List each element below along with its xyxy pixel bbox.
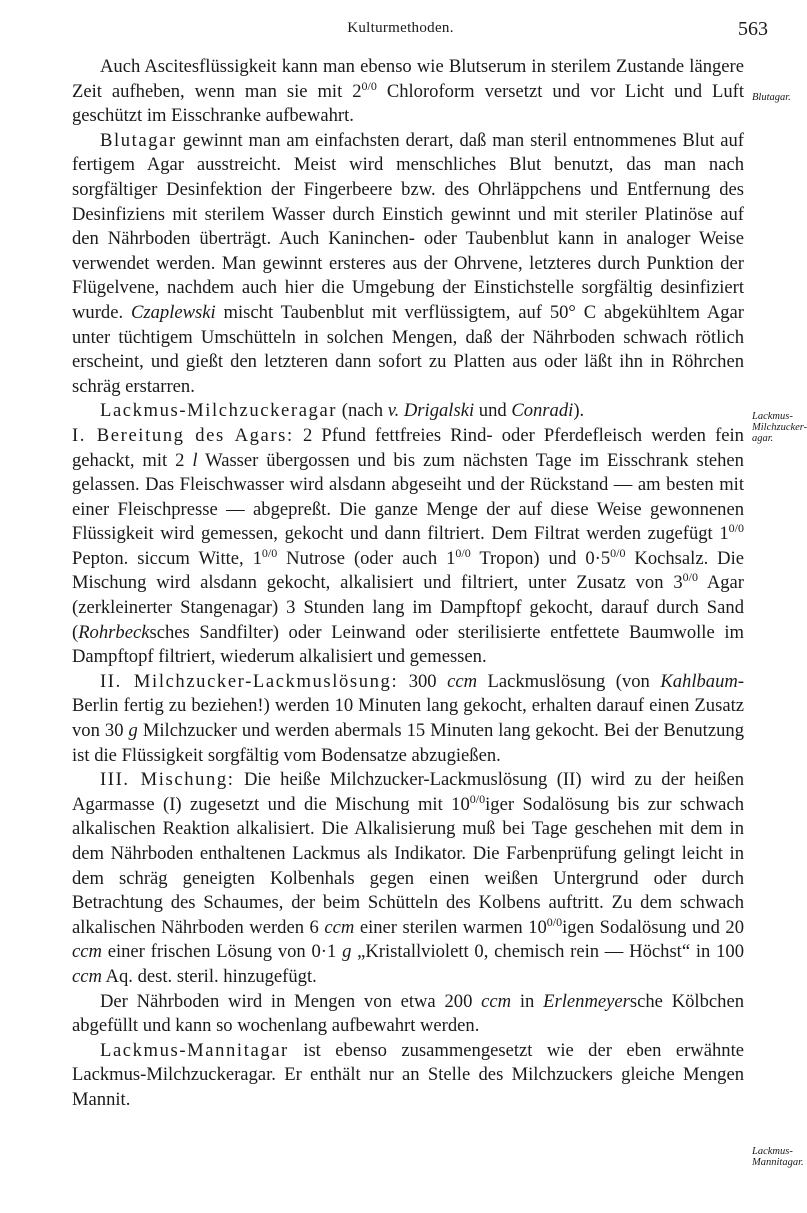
page-number: 563 — [738, 18, 768, 40]
paragraph-naehrboden: Der Nährboden wird in Mengen von etwa 200 ccm in Erlenmeyersche Kölbchen abgefüllt und kann so wochenlang aufbewahrt werden. — [72, 990, 744, 1037]
term-blutagar: Blutagar — [100, 129, 177, 151]
term-lackmus-mannitagar: Lackmus-Mannitagar — [100, 1039, 289, 1061]
running-title: Kulturmethoden. — [347, 20, 454, 36]
paragraph-blutagar: Blutagar gewinnt man am einfachsten derart, daß man steril entnommenes Blut auf fertigem Agar ausstreicht. Meist wird menschliches Blut benutzt, das man nach sorgfältiger Desinfektion der Fingerbeere bzw. des Ohrläppchens und Entfernung des Desinfiziens mit sterilem Wasser durch Einstich gewinnt und mit steriler Platinöse auf den Nährboden überträgt. Auch Kaninchen- oder Taubenblut kann in analoger Weise verwendet werden. Man gewinnt ersteres aus der Ohrvene, letzteres durch Punktion der Flügelvene, nachdem auch hier die Umgebung der Einstichstelle sorgfältig desinfiziert wurde. Czaplewski mischt Taubenblut mit verflüssigtem, auf 50° C abgekühltem Agar unter tüchtigem Umschütteln in solchen Mengen, daß der Nährboden schwach rötlich erscheint, und gießt den letzteren dann sofort zu Platten aus oder läßt ihn in Röhrchen schräg erstarren. — [72, 129, 744, 397]
paragraph-bereitung: I. Bereitung des Agars: 2 Pfund fettfreies Rind- oder Pferdefleisch werden fein gehackt, mit 2 l Wasser übergossen und bis zum nächsten Tage im Eisschrank stehen gelassen. Das Fleischwasser wird alsdann abgeseiht und der Rückstand — am besten mit einer Fleischpresse — abgepreßt. Die ganze Menge der auf diese Weise gewonnenen Flüssigkeit wird gemessen, gekocht und dann filtriert. Dem Filtrat werden zugefügt $1^{0/0}$ Pepton. siccum Witte, $1^{0/0}$ Nutrose (oder auch $1^{0/0}$ Tropon) und $0\cdot 5^{0/0}$ Kochsalz. Die Mischung wird alsdann gekocht, alkalisiert und filtriert, unter Zusatz von $3^{0/0}$ Agar (zerkleinerter Stangenagar) 3 Stunden lang im Dampftopf gekocht, darauf durch Sand (Rohrbecksches Sandfilter) oder Leinwand oder sterilisierte entfettete Baumwolle im Dampftopf filtriert, wiederum alkalisiert und gemessen. — [72, 424, 745, 668]
paragraph-milchzucker-lackmusloesung: II. Milchzucker-Lackmuslösung: 300 ccm Lackmuslösung (von Kahlbaum-Berlin fertig zu beziehen!) werden 10 Minuten lang gekocht, erhalten darauf einen Zusatz von 30 g Milchzucker und werden abermals 15 Minuten lang gekocht. Bei der Benutzung ist die Flüssigkeit sorgfältig vom Bodensatze abzugießen. — [72, 670, 745, 766]
paragraph-lackmus-heading: Lackmus-Milchzuckeragar (nach v. Drigalski und Conradi). — [100, 400, 585, 422]
paragraph-mannitagar: Lackmus-Mannitagar ist ebenso zusammengesetzt wie der eben erwähnte Lackmus-Milchzuckeragar. Er enthält nur an Stelle des Milchzuckers gleiche Mengen Mannit. — [72, 1039, 744, 1110]
margin-note-lackmus-milchzucker: Lackmus-Milchzucker-agar. — [752, 411, 807, 444]
body-text — [72, 55, 744, 1113]
margin-note-lackmus-mannit: Lackmus-Mannitagar. — [752, 1146, 804, 1168]
paragraph-mischung: III. Mischung: Die heiße Milchzucker-Lackmuslösung (II) wird zu der heißen Agarmasse (I) zugesetzt und die Mischung mit $10^{0/0}iger$ Sodalösung bis zur schwach alkalischen Reaktion alkalisiert. Die Alkalisierung muß bei Tage geschehen mit dem in dem Nährboden enthaltenen Lackmus als Indikator. Die Farbenprüfung gelingt leicht in dem schräg geneigten Kolbenhals gegen einen weißen Untergrund oder durch Betrachtung des Schaumes, der beim Schütteln des Kolbens auftritt. Zu dem schwach alkalischen Nährboden werden 6 ccm einer sterilen warmen $10^{0/0}igen$ Sodalösung und 20 ccm einer frischen Lösung von 0·1 g „Kristallviolett 0, chemisch rein — Höchst“ in 100 ccm Aq. dest. steril. hinzugefügt. — [72, 769, 744, 987]
margin-note-blutagar: Blutagar. — [752, 92, 791, 103]
page-header — [0, 10, 801, 40]
term-lackmus-milchzuckeragar: Lackmus-Milchzuckeragar — [100, 400, 338, 422]
paragraph-ascites: Auch Ascitesflüssigkeit kann man ebenso wie Blutserum in sterilem Zustande längere Zeit aufheben, wenn man sie mit $2^{0/0}$ Chloroform versetzt und vor Licht und Luft geschützt im Eisschranke aufbewahrt. — [72, 56, 744, 127]
